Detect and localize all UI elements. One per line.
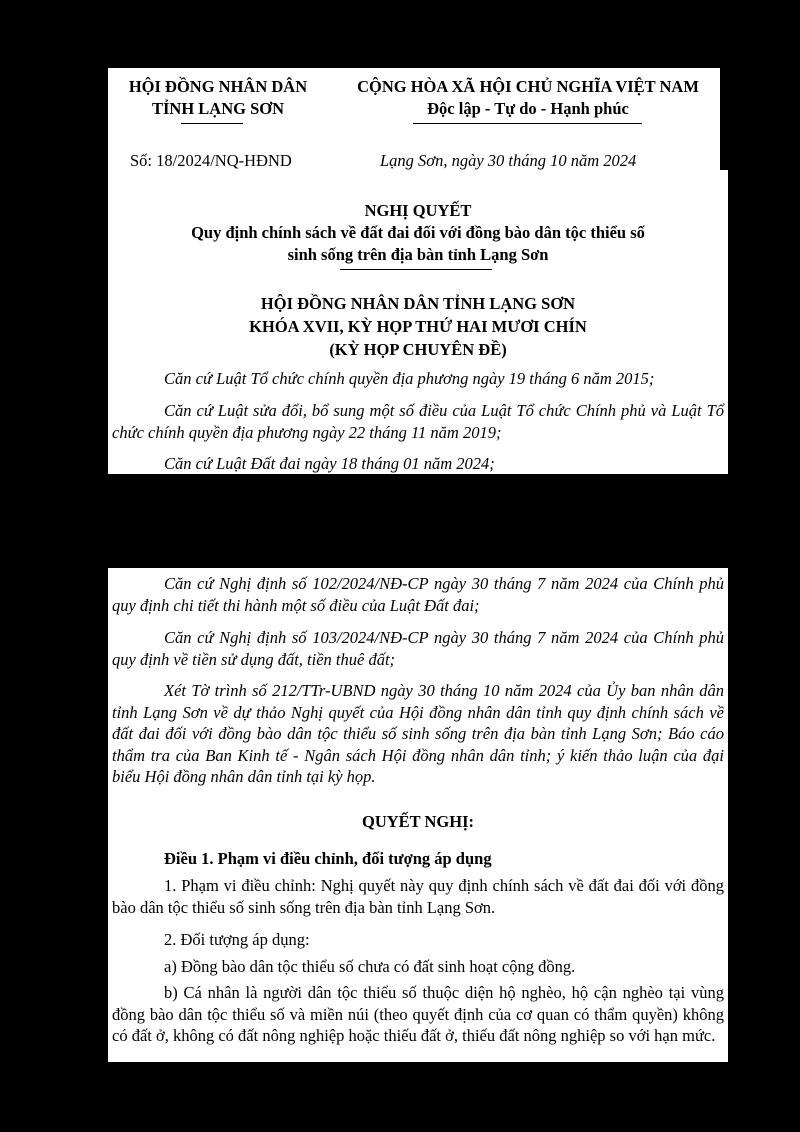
issuer-line2: KHÓA XVII, KỲ HỌP THỨ HAI MƯƠI CHÍN	[249, 317, 587, 336]
article-1-heading: Điều 1. Phạm vi điều chỉnh, đối tượng áp dụng	[164, 849, 492, 868]
legal-basis-item: Căn cứ Nghị định số 103/2024/NĐ-CP ngày 30 tháng 7 năm 2024 của Chính phủ quy định về tiền sử dụng đất, tiền thuê đất;	[112, 628, 724, 669]
document-subject-line1: Quy định chính sách về đất đai đối với đồng bào dân tộc thiểu số	[191, 223, 645, 242]
place-and-date: Lạng Sơn, ngày 30 tháng 10 năm 2024	[380, 151, 637, 170]
legal-basis-item: Căn cứ Nghị định số 102/2024/NĐ-CP ngày 30 tháng 7 năm 2024 của Chính phủ quy định chi tiết thi hành một số điều của Luật Đất đai;	[112, 574, 724, 615]
article-1-clause-2a: a) Đồng bào dân tộc thiểu số chưa có đất sinh hoạt cộng đồng.	[164, 957, 576, 976]
council-name-line1: HỘI ĐỒNG NHÂN DÂN	[128, 77, 308, 96]
issuer-line3: (KỲ HỌP CHUYÊN ĐỀ)	[329, 340, 507, 359]
document-body-panel	[108, 568, 728, 1062]
subject-underline	[340, 269, 492, 270]
document-title-panel	[108, 170, 728, 474]
article-1-clause-1: 1. Phạm vi điều chỉnh: Nghị quyết này quy định chính sách về đất đai đối với đồng bào dân tộc thiểu số sinh sống trên địa bàn tỉnh Lạng Sơn.	[112, 876, 724, 917]
article-1-clause-2: 2. Đối tượng áp dụng:	[164, 930, 310, 949]
national-motto: Độc lập - Tự do - Hạnh phúc	[427, 99, 629, 118]
republic-name: CỘNG HÒA XÃ HỘI CHỦ NGHĨA VIỆT NAM	[357, 77, 699, 96]
document-header-panel	[108, 68, 720, 170]
council-underline	[181, 123, 243, 124]
article-1-clause-2b: b) Cá nhân là người dân tộc thiểu số thuộc diện hộ nghèo, hộ cận nghèo tại vùng đồng bào dân tộc thiểu số và miền núi (theo quyết định của cơ quan có thẩm quyền) không có đất ở, không có đất nông nghiệp hoặc thiếu đất ở, thiếu đất nông nghiệp so với hạn mức.	[112, 983, 724, 1045]
issuer-line1: HỘI ĐỒNG NHÂN DÂN TỈNH LẠNG SƠN	[260, 294, 576, 313]
motto-underline	[413, 123, 642, 124]
legal-basis-item: Căn cứ Luật Tổ chức chính quyền địa phương ngày 19 tháng 6 năm 2015;	[164, 369, 655, 388]
document-number: Số: 18/2024/NQ-HĐND	[130, 151, 292, 170]
proposal-review-item: Xét Tờ trình số 212/TTr-UBND ngày 30 tháng 10 năm 2024 của Ủy ban nhân dân tỉnh Lạng Sơn về dự thảo Nghị quyết của Hội đồng nhân dân tỉnh quy định chính sách về đất đai đối với đồng bào dân tộc thiểu số sinh sống trên địa bàn tỉnh Lạng Sơn; Báo cáo thẩm tra của Ban Kinh tế - Ngân sách Hội đồng nhân dân tỉnh; ý kiến thảo luận của đại biểu Hội đồng nhân dân tỉnh tại kỳ họp.	[112, 681, 724, 786]
document-subject-line2: sinh sống trên địa bàn tỉnh Lạng Sơn	[287, 245, 549, 264]
legal-basis-item: Căn cứ Luật Đất đai ngày 18 tháng 01 năm 2024;	[164, 454, 495, 473]
document-type: NGHỊ QUYẾT	[364, 201, 472, 220]
council-name-line2: TỈNH LẠNG SƠN	[151, 99, 285, 118]
decision-heading: QUYẾT NGHỊ:	[361, 812, 474, 831]
legal-basis-item: Căn cứ Luật sửa đổi, bổ sung một số điều của Luật Tổ chức Chính phủ và Luật Tổ chức chính quyền địa phương ngày 22 tháng 11 năm 2019;	[112, 401, 724, 442]
